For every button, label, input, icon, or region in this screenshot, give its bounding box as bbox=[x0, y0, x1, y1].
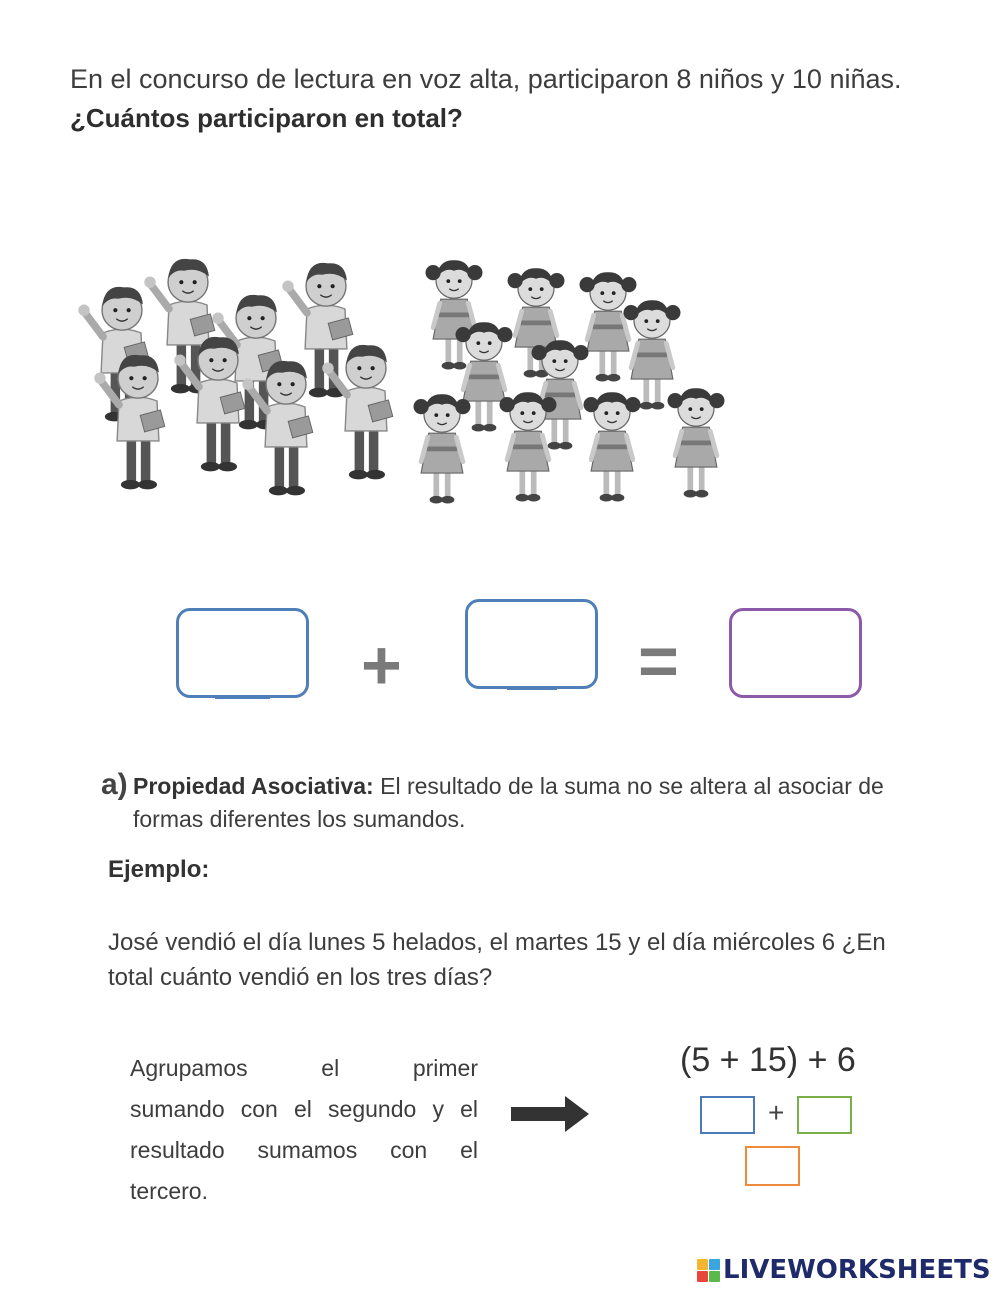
partial-sum-input[interactable] bbox=[700, 1096, 755, 1134]
property-text-line2: formas diferentes los sumandos. bbox=[133, 806, 466, 832]
boys-illustration bbox=[78, 259, 393, 495]
problem-text: En el concurso de lectura en voz alta, participaron 8 niños y 10 niñas. bbox=[70, 64, 902, 94]
logo-text: LIVEWORKSHEETS bbox=[723, 1255, 991, 1285]
input-underline bbox=[215, 696, 270, 699]
girl-figure bbox=[668, 388, 725, 497]
logo-mark-icon bbox=[697, 1259, 720, 1282]
sum-input[interactable] bbox=[729, 608, 862, 698]
example-text-line2: total cuánto vendió en los tres días? bbox=[108, 964, 493, 991]
arrow-right-icon bbox=[511, 1096, 591, 1132]
girl-figure bbox=[414, 394, 471, 503]
grouping-line3: resultado sumamos con el bbox=[130, 1137, 478, 1163]
girl-figure bbox=[456, 322, 513, 431]
girl-figure bbox=[500, 392, 557, 501]
girl-figure bbox=[584, 392, 641, 501]
grouping-line1: Agrupamos el primer bbox=[130, 1055, 478, 1081]
item-letter: a) bbox=[101, 768, 128, 801]
girls-illustration bbox=[414, 260, 725, 503]
problem-question: ¿Cuántos participaron en total? bbox=[70, 103, 463, 133]
example-label: Ejemplo: bbox=[108, 856, 210, 883]
property-definition bbox=[133, 773, 884, 800]
property-text: El resultado de la suma no se altera al asociar de bbox=[380, 773, 884, 799]
grouping-expression: (5 + 15) + 6 bbox=[680, 1041, 856, 1079]
girl-figure bbox=[580, 272, 637, 381]
example-text-line1: José vendió el día lunes 5 helados, el martes 15 y el día miércoles 6 ¿En bbox=[108, 929, 886, 956]
third-addend-input[interactable] bbox=[797, 1096, 852, 1134]
girl-figure bbox=[624, 300, 681, 409]
input-underline bbox=[507, 687, 557, 690]
addend-2-input[interactable] bbox=[465, 599, 598, 689]
liveworksheets-logo[interactable] bbox=[697, 1255, 991, 1285]
total-input[interactable] bbox=[745, 1146, 800, 1186]
grouping-plus-sign: + bbox=[768, 1097, 785, 1128]
grouping-text bbox=[130, 1048, 478, 1212]
addend-1-input[interactable] bbox=[176, 608, 309, 698]
boy-figure bbox=[94, 355, 165, 489]
grouping-line2: sumando con el segundo y el bbox=[130, 1096, 478, 1122]
equals-sign: = bbox=[638, 622, 679, 700]
property-title: Propiedad Asociativa: bbox=[133, 773, 374, 799]
children-illustration bbox=[60, 235, 740, 510]
plus-sign: + bbox=[361, 626, 402, 704]
grouping-line4: tercero. bbox=[130, 1178, 208, 1204]
